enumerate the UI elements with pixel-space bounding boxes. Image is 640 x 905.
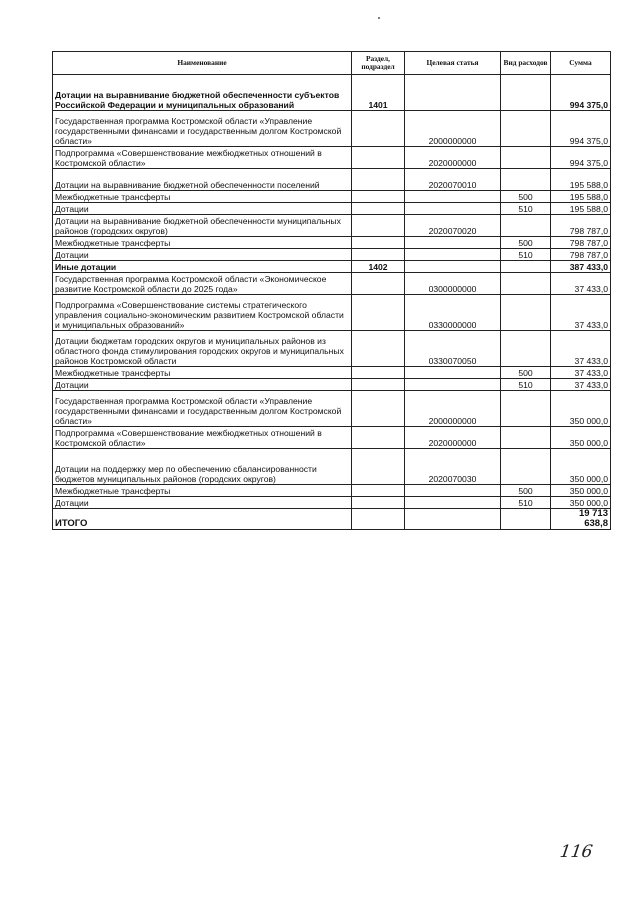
table-row <box>53 169 611 191</box>
cell-razdel <box>352 391 405 427</box>
cell-vid: 500 <box>501 237 551 249</box>
cell-name: Дотации бюджетам городских округов и муниципальных районов из областного фонда стимулирования городских округов и муниципальных районов Костромской области <box>53 331 352 367</box>
table-row <box>53 147 611 169</box>
table-row <box>53 249 611 261</box>
cell-razdel <box>352 169 405 191</box>
cell-tselevaya <box>405 237 501 249</box>
cell-name: Дотации <box>53 249 352 261</box>
cell-razdel <box>352 111 405 147</box>
cell-name: Дотации на выравнивание бюджетной обеспеченности поселений <box>53 169 352 191</box>
cell-name: Подпрограмма «Совершенствование межбюджетных отношений в Костромской области» <box>53 427 352 449</box>
cell-summa: 387 433,0 <box>551 261 611 273</box>
total-tsel <box>405 509 501 530</box>
cell-vid: 500 <box>501 367 551 379</box>
cell-vid <box>501 75 551 111</box>
table-row <box>53 497 611 509</box>
cell-vid <box>501 147 551 169</box>
total-vid <box>501 509 551 530</box>
cell-razdel <box>352 237 405 249</box>
table-row <box>53 379 611 391</box>
table-row <box>53 111 611 147</box>
total-sum: 19 713 638,8 <box>551 509 611 530</box>
cell-summa: 37 433,0 <box>551 367 611 379</box>
table-row <box>53 449 611 485</box>
table-row <box>53 295 611 331</box>
cell-vid <box>501 295 551 331</box>
cell-tselevaya: 2020070010 <box>405 169 501 191</box>
cell-name: Подпрограмма «Совершенствование системы стратегического управления социально-экономическим развитием Костромской области и муниципальных образований» <box>53 295 352 331</box>
cell-tselevaya <box>405 379 501 391</box>
cell-vid: 510 <box>501 497 551 509</box>
cell-tselevaya <box>405 367 501 379</box>
cell-tselevaya: 0300000000 <box>405 273 501 295</box>
cell-summa: 37 433,0 <box>551 273 611 295</box>
cell-tselevaya <box>405 497 501 509</box>
table-row <box>53 261 611 273</box>
cell-tselevaya: 2020000000 <box>405 427 501 449</box>
table-row <box>53 273 611 295</box>
cell-tselevaya <box>405 75 501 111</box>
cell-razdel <box>352 331 405 367</box>
cell-summa: 37 433,0 <box>551 295 611 331</box>
total-row <box>53 509 611 530</box>
cell-razdel <box>352 485 405 497</box>
cell-vid: 500 <box>501 485 551 497</box>
scan-speck <box>378 17 380 19</box>
cell-tselevaya <box>405 203 501 215</box>
cell-razdel <box>352 203 405 215</box>
cell-vid <box>501 391 551 427</box>
cell-vid <box>501 331 551 367</box>
cell-name: Дотации на выравнивание бюджетной обеспеченности муниципальных районов (городских округов) <box>53 215 352 237</box>
cell-vid <box>501 169 551 191</box>
cell-tselevaya: 2000000000 <box>405 111 501 147</box>
cell-razdel <box>352 273 405 295</box>
table-row <box>53 75 611 111</box>
cell-razdel <box>352 427 405 449</box>
table-row <box>53 237 611 249</box>
cell-vid <box>501 215 551 237</box>
cell-name: Дотации <box>53 379 352 391</box>
cell-summa: 350 000,0 <box>551 427 611 449</box>
cell-vid: 510 <box>501 379 551 391</box>
cell-summa: 37 433,0 <box>551 379 611 391</box>
handwritten-page-number: 116 <box>558 842 594 862</box>
cell-name: Иные дотации <box>53 261 352 273</box>
header-summa: Сумма <box>551 52 611 75</box>
cell-tselevaya <box>405 191 501 203</box>
cell-name: Межбюджетные трансферты <box>53 237 352 249</box>
cell-vid <box>501 427 551 449</box>
cell-razdel <box>352 367 405 379</box>
table-row <box>53 191 611 203</box>
cell-summa: 994 375,0 <box>551 111 611 147</box>
cell-tselevaya: 2020070020 <box>405 215 501 237</box>
header-vid: Вид расходов <box>501 52 551 75</box>
cell-summa: 350 000,0 <box>551 485 611 497</box>
cell-razdel: 1401 <box>352 75 405 111</box>
cell-vid <box>501 449 551 485</box>
cell-summa: 798 787,0 <box>551 237 611 249</box>
cell-summa: 195 588,0 <box>551 203 611 215</box>
cell-vid: 510 <box>501 249 551 261</box>
cell-vid <box>501 273 551 295</box>
cell-razdel <box>352 295 405 331</box>
cell-summa: 195 588,0 <box>551 191 611 203</box>
cell-tselevaya <box>405 261 501 273</box>
cell-summa: 798 787,0 <box>551 215 611 237</box>
budget-table <box>52 51 611 530</box>
cell-name: Государственная программа Костромской области «Экономическое развитие Костромской области до 2025 года» <box>53 273 352 295</box>
cell-vid: 510 <box>501 203 551 215</box>
cell-razdel: 1402 <box>352 261 405 273</box>
table-row <box>53 203 611 215</box>
cell-tselevaya: 2000000000 <box>405 391 501 427</box>
table-row <box>53 427 611 449</box>
cell-summa: 195 588,0 <box>551 169 611 191</box>
header-tselevaya: Целевая статья <box>405 52 501 75</box>
table-row <box>53 391 611 427</box>
cell-summa: 350 000,0 <box>551 449 611 485</box>
cell-tselevaya: 0330070050 <box>405 331 501 367</box>
cell-tselevaya <box>405 249 501 261</box>
cell-name: Дотации <box>53 497 352 509</box>
cell-name: Подпрограмма «Совершенствование межбюджетных отношений в Костромской области» <box>53 147 352 169</box>
cell-razdel <box>352 249 405 261</box>
cell-name: Дотации на выравнивание бюджетной обеспеченности субъектов Российской Федерации и муниципальных образований <box>53 75 352 111</box>
cell-vid <box>501 261 551 273</box>
cell-vid: 500 <box>501 191 551 203</box>
header-razdel: Раздел, подраздел <box>352 52 405 75</box>
table-row <box>53 215 611 237</box>
table-row <box>53 331 611 367</box>
cell-name: Межбюджетные трансферты <box>53 485 352 497</box>
cell-razdel <box>352 497 405 509</box>
table-body <box>53 75 611 509</box>
cell-razdel <box>352 379 405 391</box>
cell-razdel <box>352 147 405 169</box>
cell-summa: 350 000,0 <box>551 497 611 509</box>
cell-name: Межбюджетные трансферты <box>53 191 352 203</box>
cell-tselevaya <box>405 485 501 497</box>
total-razdel <box>352 509 405 530</box>
cell-vid <box>501 111 551 147</box>
cell-razdel <box>352 215 405 237</box>
cell-name: Государственная программа Костромской области «Управление государственными финансами и государственным долгом Костромской области» <box>53 391 352 427</box>
cell-summa: 37 433,0 <box>551 331 611 367</box>
cell-tselevaya: 2020070030 <box>405 449 501 485</box>
table-header-row <box>53 52 611 75</box>
cell-tselevaya: 2020000000 <box>405 147 501 169</box>
cell-tselevaya: 0330000000 <box>405 295 501 331</box>
cell-razdel <box>352 191 405 203</box>
cell-name: Дотации <box>53 203 352 215</box>
cell-name: Дотации на поддержку мер по обеспечению сбалансированности бюджетов муниципальных районов (городских округов) <box>53 449 352 485</box>
cell-summa: 798 787,0 <box>551 249 611 261</box>
table-row <box>53 485 611 497</box>
cell-name: Межбюджетные трансферты <box>53 367 352 379</box>
table-row <box>53 367 611 379</box>
cell-summa: 994 375,0 <box>551 147 611 169</box>
cell-name: Государственная программа Костромской области «Управление государственными финансами и государственным долгом Костромской области» <box>53 111 352 147</box>
cell-summa: 350 000,0 <box>551 391 611 427</box>
cell-razdel <box>352 449 405 485</box>
cell-summa: 994 375,0 <box>551 75 611 111</box>
total-label: ИТОГО <box>53 509 352 530</box>
header-name: Наименование <box>53 52 352 75</box>
